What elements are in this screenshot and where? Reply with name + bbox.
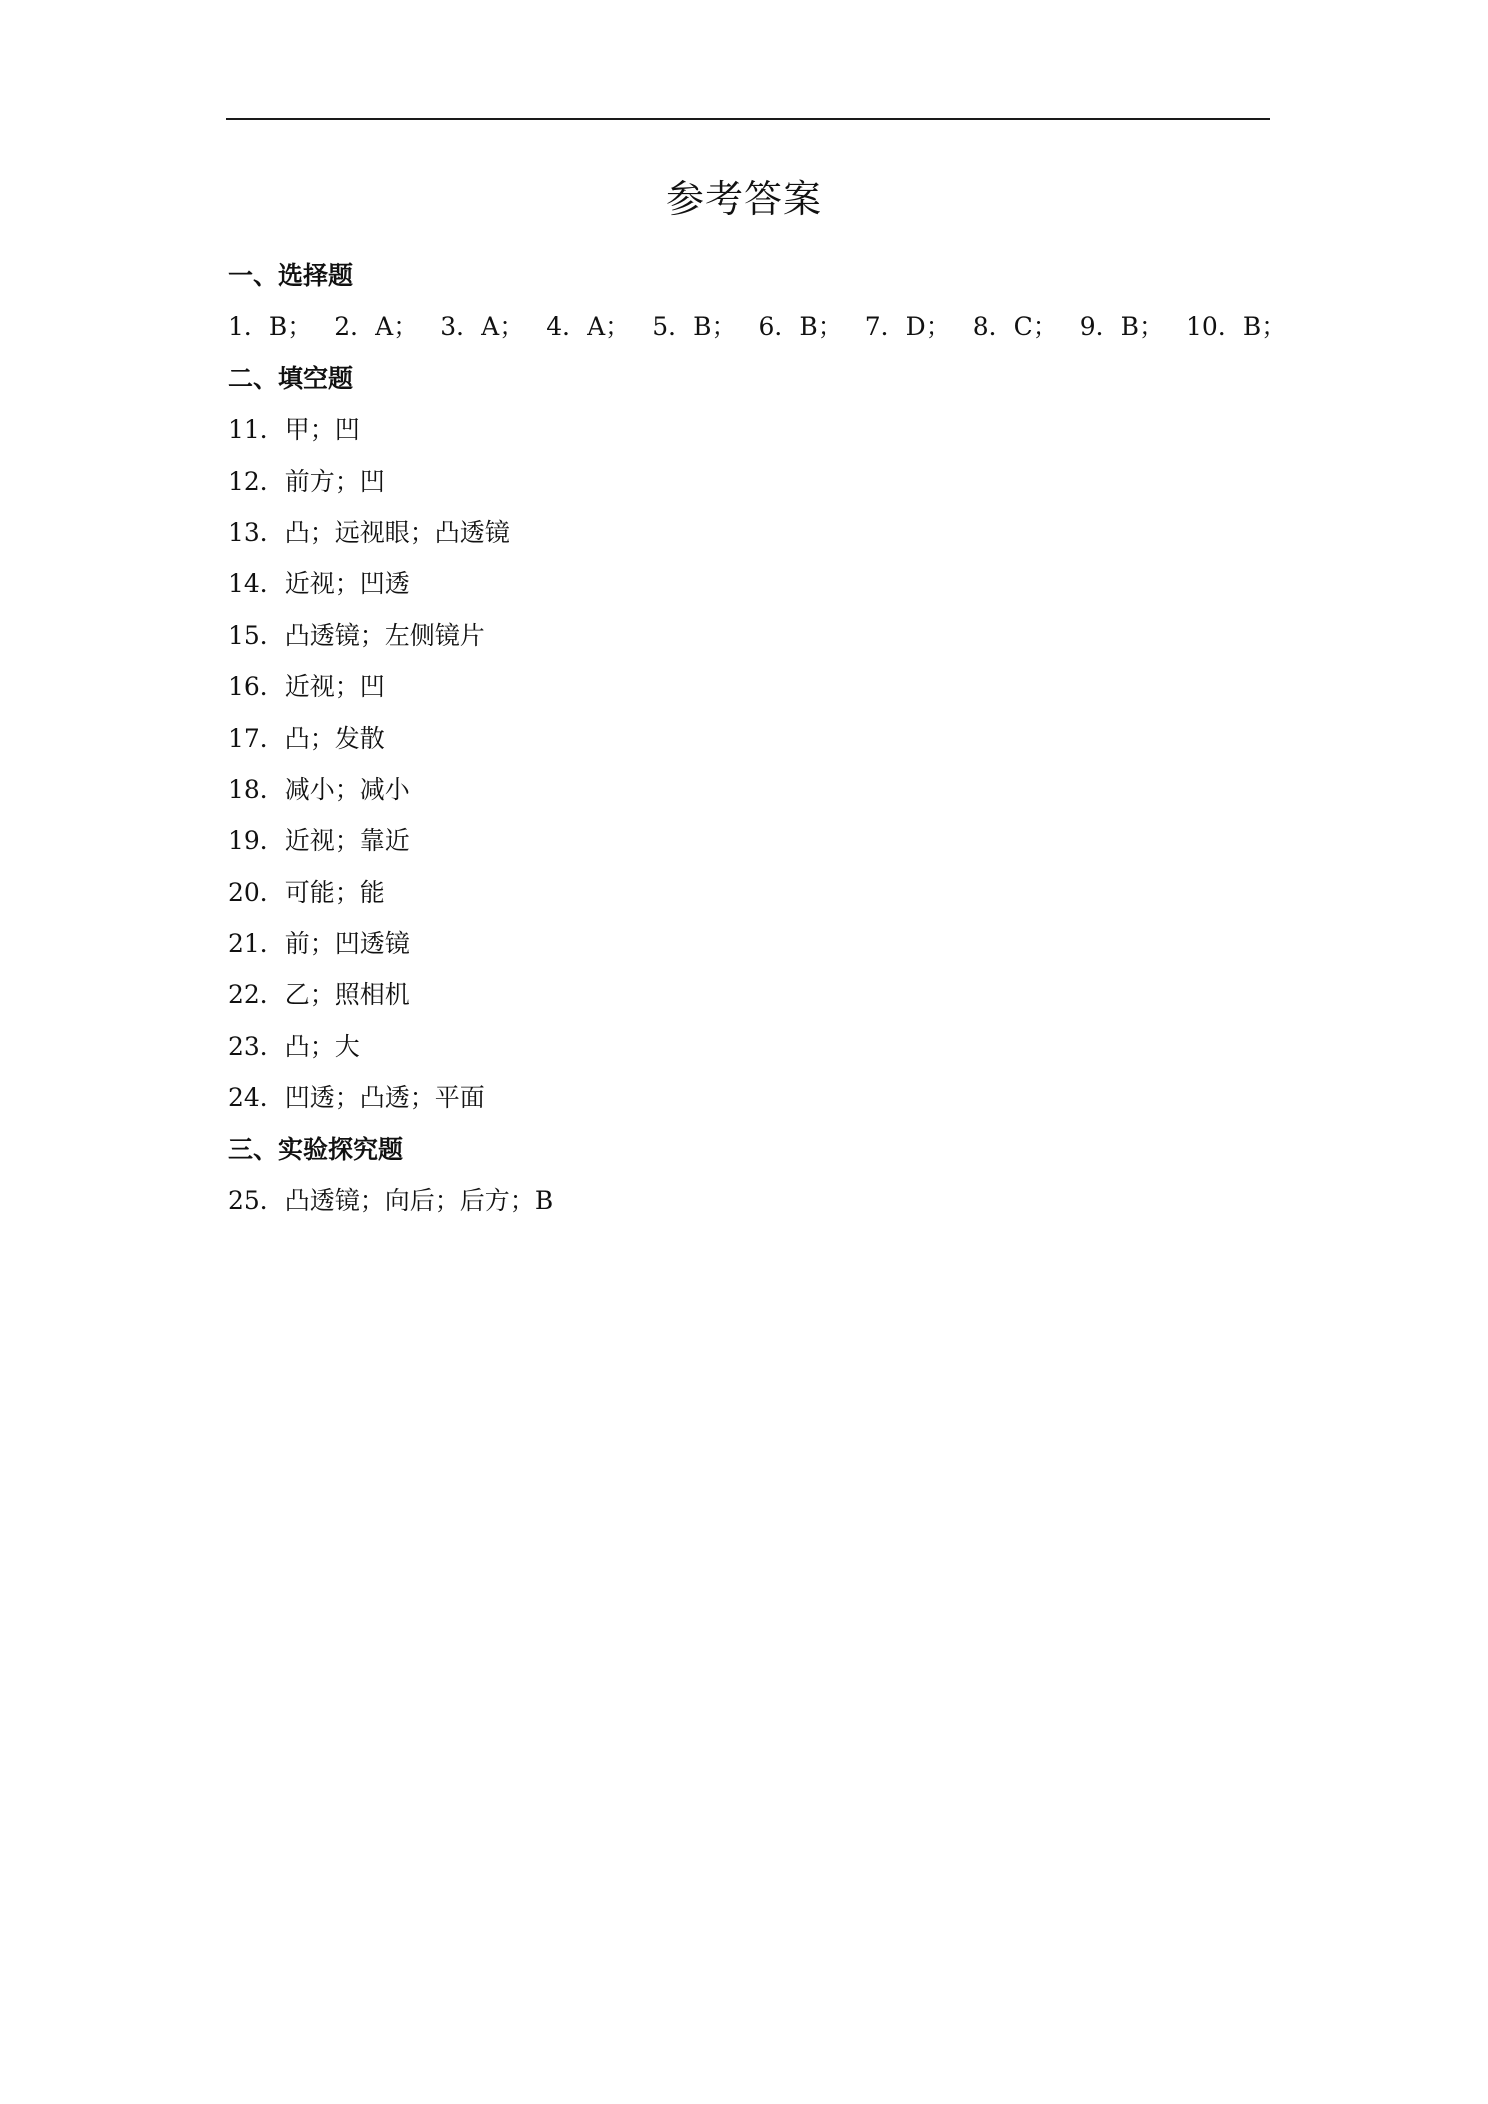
choice-answer: 4．A； xyxy=(546,312,631,342)
choice-answer: 8．C； xyxy=(972,312,1058,342)
choice-answer: 10．B； xyxy=(1186,312,1287,342)
choice-answer: 7．D； xyxy=(864,312,951,342)
choice-answer: 5．B； xyxy=(652,312,737,342)
answer-content xyxy=(228,250,1287,1226)
fill-answer: 24．凹透；凸透；平面 xyxy=(228,1083,485,1113)
fill-answer: 20．可能；能 xyxy=(228,877,385,907)
experiment-answer: 25．凸透镜；向后；后方；B xyxy=(228,1186,554,1216)
fill-answer: 22．乙；照相机 xyxy=(228,980,410,1010)
header-rule xyxy=(226,118,1270,120)
fill-answer: 14．近视；凹透 xyxy=(228,569,410,599)
section-heading-experiment: 三、实验探究题 xyxy=(228,1134,404,1164)
page-title: 参考答案 xyxy=(665,177,822,221)
fill-answer: 17．凸；发散 xyxy=(228,723,385,753)
fill-answer: 23．凸；大 xyxy=(228,1031,360,1061)
choice-answers-row xyxy=(228,301,1287,352)
choice-answer: 1．B； xyxy=(228,312,313,342)
fill-answer: 18．减小；减小 xyxy=(228,774,410,804)
section-heading-choice: 一、选择题 xyxy=(228,261,354,290)
fill-answer: 15．凸透镜；左侧镜片 xyxy=(228,620,485,650)
fill-answer: 21．前；凹透镜 xyxy=(228,929,410,959)
choice-answer: 6．B； xyxy=(758,312,843,342)
choice-answer: 3．A； xyxy=(440,312,525,342)
fill-answer: 12．前方；凹 xyxy=(228,466,385,496)
section-heading-fill: 二、填空题 xyxy=(228,363,354,393)
choice-answer: 2．A； xyxy=(334,312,419,342)
fill-answer: 13．凸；远视眼；凸透镜 xyxy=(228,517,510,547)
fill-answer: 11．甲；凹 xyxy=(228,415,360,445)
fill-answer: 16．近视；凹 xyxy=(228,672,385,702)
choice-answer: 9．B； xyxy=(1079,312,1165,342)
fill-answer: 19．近视；靠近 xyxy=(228,826,410,856)
